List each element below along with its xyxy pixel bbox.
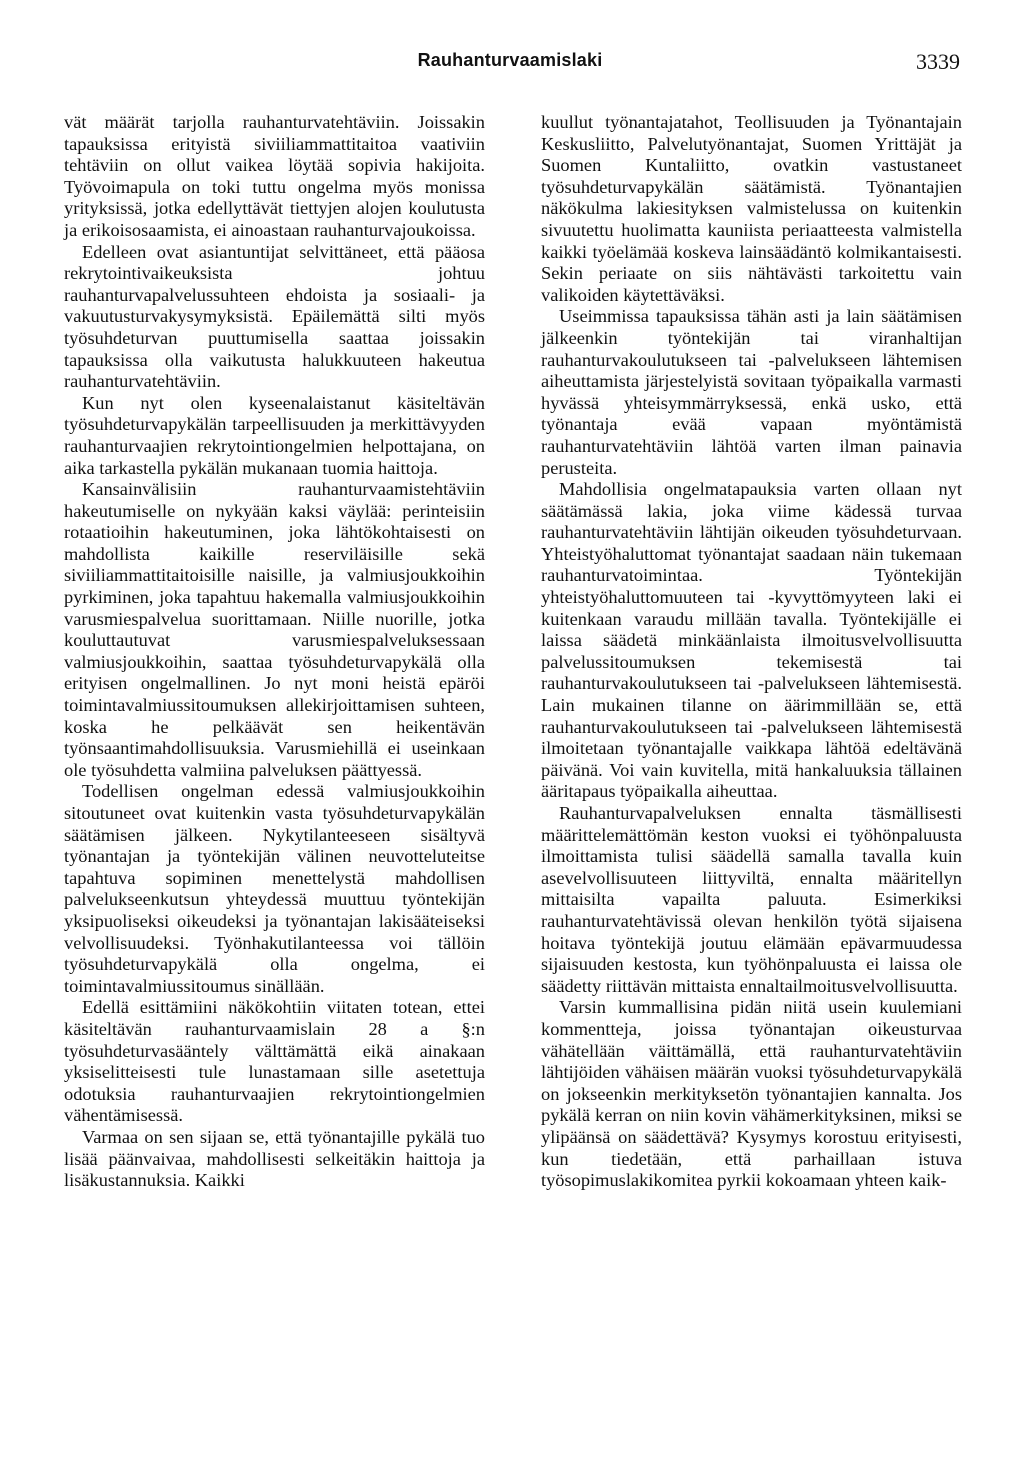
right-text-column xyxy=(541,112,962,1192)
paragraph: Kun nyt olen kyseenalaistanut käsiteltävän työsuhdeturvapykälän tarpeellisuuden ja merkittävyyden rauhanturvaajien rekrytointiongelmien helpottajana, on aika tarkastella pykälän mukanaan tuomia haittoja. xyxy=(64,392,485,478)
paragraph: Mahdollisia ongelmatapauksia varten ollaan nyt säätämässä lakia, joka viime kädessä turvaa rauhanturvatehtäviin lähtijän oikeuden työsuhdeturvaan. Yhteistyöhaluttomat työnantajat saadaan näin tukemaan rauhanturvatoimintaa. Työntekijän yhteistyöhaluttomuuteen tai -kyvyttömyyteen laki ei kuitenkaan varaudu millään tavalla. Työntekijälle ei laissa säädetä minkäänlaista ilmoitusvelvollisuutta palvelussitoumuksen tekemisestä tai rauhanturvakoulutukseen tai -palvelukseen lähtemisestä. Lain mukainen tilanne on äärimmillään se, että rauhanturvakoulutukseen tai -palvelukseen lähtemisestä ilmoitetaan työnantajalle vaikkapa lähtöä edeltävänä päivänä. Voi vain kuvitella, mitä hankaluuksia tällainen ääritapaus työpaikalla aiheuttaa. xyxy=(541,479,962,802)
paragraph: Todellisen ongelman edessä valmiusjoukkoihin sitoutuneet ovat kuitenkin vasta työsuhdeturvapykälän säätämisen jälkeen. Nykytilanteeseen sisältyvä työnantajan ja työntekijän välinen neuvotteluteitse tapahtuva sopiminen menettelystä mahdollisen palvelukseenkutsun yhteydessä muuttuu työntekijän yksipuoliseksi oikeudeksi ja työnantajan lakisääteiseksi velvollisuudeksi. Työnhakutilanteessa voi tällöin työsuhdeturvapykälä olla ongelma, ei toimintavalmiussitoumus sinällään. xyxy=(64,781,485,996)
paragraph: Varmaa on sen sijaan se, että työnantajille pykälä tuo lisää päänvaivaa, mahdollisesti selkeitäkin haittoja ja lisäkustannuksia. Kaikki xyxy=(64,1126,485,1191)
paragraph: vät määrät tarjolla rauhanturvatehtäviin. Joissakin tapauksissa erityistä siviiliammattitaitoa vaativiin tehtäviin on ollut vaikea löytää sopivia hakijoita. Työvoimapula on toki tuttu ongelma myös monissa yrityksissä, jotka edellyttävät tiettyjen alojen koulutusta ja erikoisosaamista, ei ainoastaan rauhanturvajoukoissa. xyxy=(64,112,485,240)
paragraph: Kansainvälisiin rauhanturvaamistehtäviin hakeutumiselle on nykyään kaksi väylää: perinteisiin rotaatioihin hakeutuminen, joka lähtökohtaisesti on mahdollista kaikille reserviläisille sekä siviiliammattitaitoisille naisille, ja valmiusjoukkoihin pyrkiminen, joka tapahtuu hakemalla valmiusjoukkoihin varusmiespalvelua suorittamaan. Niille nuorille, jotka kouluttautuvat varusmiespalveluksessaan valmiusjoukkoihin, saattaa työsuhdeturvapykälä olla erityisen ongelmallinen. Jo nyt moni heistä epäröi toimintavalmiussitoumuksen allekirjoittamisen suhteen, koska he pelkäävät sen heikentävän työnsaantimahdollisuuksia. Varusmiehillä ei useinkaan ole työsuhdetta valmiina palveluksen päättyessä. xyxy=(64,479,485,780)
paragraph: Rauhanturvapalveluksen ennalta täsmällisesti määrittelemättömän keston vuoksi ei työhönpaluusta ilmoittamista tulisi säädellä samalla tavalla kuin asevelvollisuuteen liittyviltä, ennalta määritellyn mittaisilta vapailta paluuta. Esimerkiksi rauhanturvatehtävissä olevan henkilön työtä sijaisena hoitava työntekijä joutuu elämään epävarmuudessa sijaisuuden kestosta, kun työhönpaluusta ei laissa ole säädetty riittävän mittaista ennaltailmoitusvelvollisuutta. xyxy=(541,803,962,996)
paragraph: Varsin kummallisina pidän niitä usein kuulemiani kommentteja, joissa työnantajan oikeusturvaa vähätellään väittämällä, että rauhanturvatehtäviin lähtijöiden vähäisen määrän vuoksi työsuhdeturvapykälä on jokseenkin merkityksetön työnantajien kannalta. Jos pykälä kerran on niin kovin vähämerkityksinen, miksi se ylipäänsä on säädettävä? Kysymys korostuu erityisesti, kun tiedetään, että parhaillaan istuva työsopimuslakikomitea pyrkii kokoamaan yhteen kaik- xyxy=(541,997,962,1191)
running-header-title: Rauhanturvaamislaki xyxy=(417,50,603,70)
left-text-column xyxy=(64,112,485,1192)
page-number: 3339 xyxy=(916,49,960,74)
paragraph: Edellä esittämiini näkökohtiin viitaten totean, ettei käsiteltävän rauhanturvaamislain 28 a §:n työsuhdeturvasääntely välttämättä eikä ainakaan yksiselitteisesti tule lunastamaan sille asetettuja odotuksia rauhanturvaajien rekrytointiongelmien vähentämisessä. xyxy=(64,997,485,1126)
paragraph: kuullut työnantajatahot, Teollisuuden ja Työnantajain Keskusliitto, Palvelutyönantajat, Suomen Yrittäjät ja Suomen Kuntaliitto, ovatkin vastustaneet työsuhdeturvapykälän säätämistä. Työnantajien näkökulma lakiesityksen valmistelussa on kuitenkin sivuutettu huolimatta kauniista periaatteesta valmistella kaikki työelämää koskeva lainsäädäntö kolmikantaisesti. Sekin periaate on siis nähtävästi tarkoitettu vain valikoiden käytettäväksi. xyxy=(541,112,962,305)
paragraph: Useimmissa tapauksissa tähän asti ja lain säätämisen jälkeenkin työntekijän tai viranhaltijan rauhanturvakoulutukseen tai -palvelukseen lähtemisen aiheuttamista järjestelyistä sovitaan työpaikalla varmasti hyvässä yhteisymmärryksessä, enkä usko, että työnantaja evää vapaan myöntämistä rauhanturvatehtäviin lähtöä varten ilman painavia perusteita. xyxy=(541,306,962,478)
paragraph: Edelleen ovat asiantuntijat selvittäneet, että pääosa rekrytointivaikeuksista johtuu rauhanturvapalvelussuhteen ehdoista ja sosiaali- ja vakuutusturvakysymyksistä. Epäilemättä silti myös työsuhdeturvan puuttumisella saattaa joissakin tapauksissa olla vaikutusta halukkuuteen hakeutua rauhanturvatehtäviin. xyxy=(64,241,485,392)
